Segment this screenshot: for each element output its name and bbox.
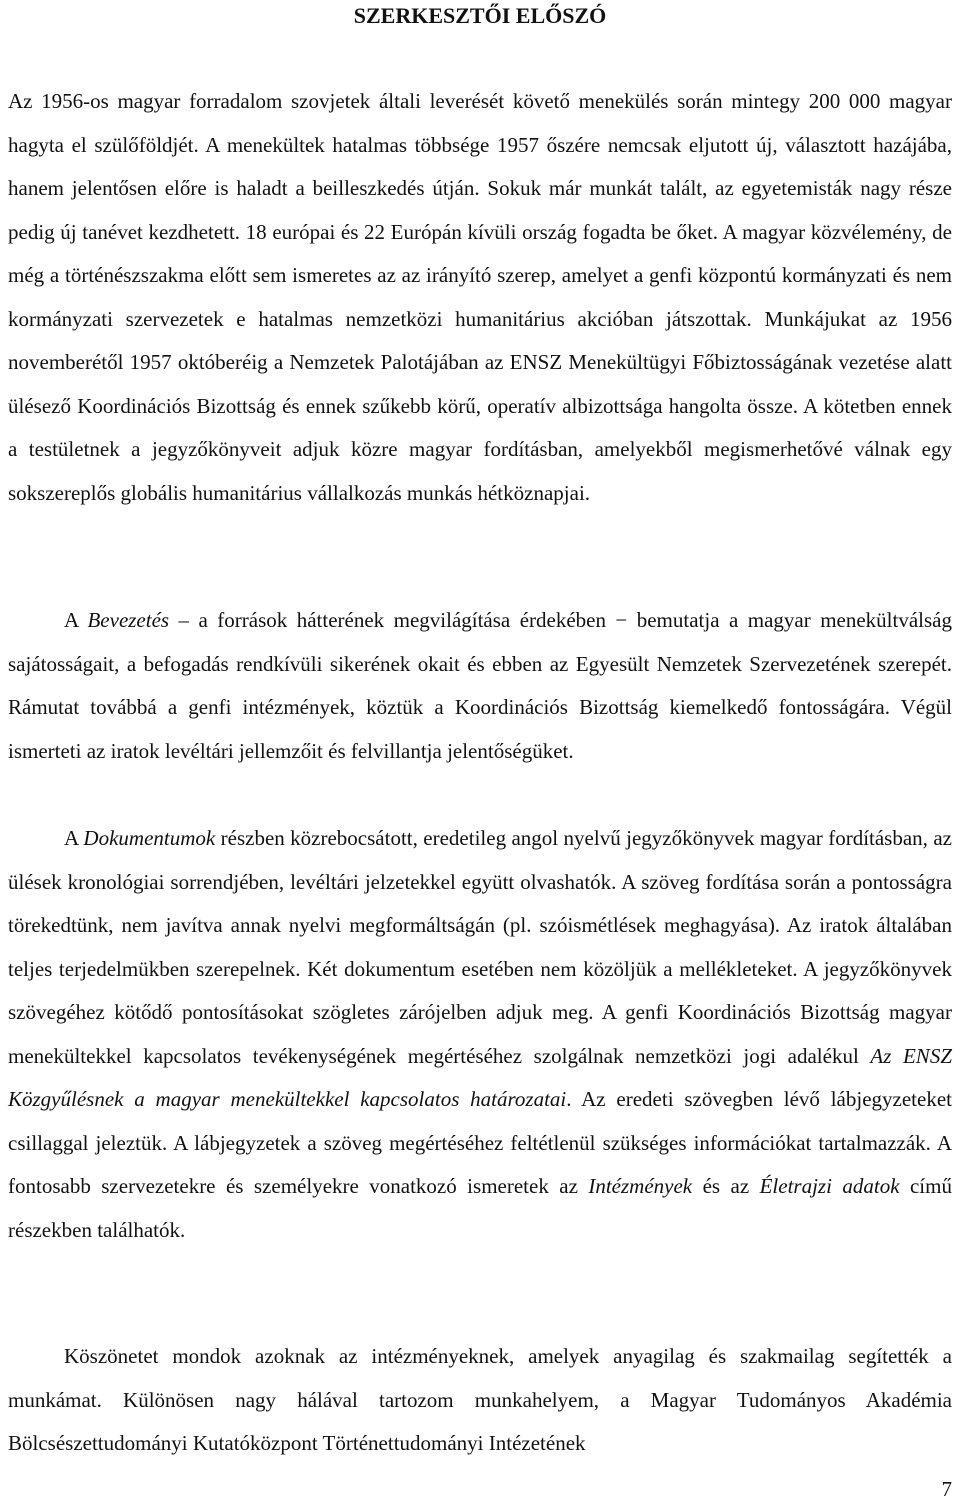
section-name-emphasis: Bevezetés	[87, 608, 170, 632]
section-name-emphasis: Életrajzi adatok	[759, 1174, 900, 1198]
paragraph-dokumentumok	[8, 817, 952, 1252]
paragraph-text: és az	[692, 1174, 760, 1198]
paragraph-text: A	[64, 608, 88, 632]
paragraph-bevezetes	[8, 599, 952, 773]
section-name-emphasis: Intézmények	[588, 1174, 693, 1198]
paragraph-intro: Az 1956-os magyar forradalom szovjetek általi leverését követő menekülés során mintegy 200 000 magyar hagyta el szülőföldjét. A menekültek hatalmas többsége 1957 őszére nemcsak eljutott új, választott hazájába, hanem jelentősen előre is haladt a beilleszkedés útján. Sokuk már munkát talált, az egyetemisták nagy része pedig új tanévet kezdhetett. 18 európai és 22 Európán kívüli ország fogadta be őket. A magyar közvélemény, de még a történészszakma előtt sem ismeretes az az irányító szerep, amelyet a genfi központú kormányzati és nem kormányzati szervezetek e hatalmas nemzetközi humanitárius akcióban játszottak. Munkájukat az 1956 novemberétől 1957 októberéig a Nemzetek Palotájában az ENSZ Menekültügyi Főbiztosságának vezetése alatt ülésező Koordinációs Bizottság és ennek szűkebb körű, operatív albizottsága hangolta össze. A kötetben ennek a testületnek a jegyzőkönyveit adjuk közre magyar fordításban, amelyekből megismerhetővé válnak egy sokszereplős globális humanitárius vállalkozás munkás hétköznapjai.	[8, 89, 952, 505]
paragraph-text: . Az eredeti szövegben lévő lábjegyzeteket csillaggal jeleztük. A lábjegyzetek a szöveg megértéséhez feltétlenül szükséges információkat tartalmazzák. A fontosabb szervezetekre és személyekre vonatkozó ismeretek az	[8, 1087, 952, 1198]
paragraph-text: – a források hátterének megvilágítása érdekében − bemutatja a magyar menekültválság sajátosságait, a befogadás rendkívüli sikerének okait és ebben az Egyesült Nemzetek Szervezetének szerepét. Rámutat továbbá a genfi intézmények, köztük a Koordinációs Bizottság kiemelkedő fontosságára. Végül ismerteti az iratok levéltári jellemzőit és felvillantja jelentőségüket.	[8, 608, 952, 763]
paragraph-acknowledgement: Köszönetet mondok azoknak az intézményeknek, amelyek anyagilag és szakmailag segítették a munkámat. Különösen nagy hálával tartozom munkahelyem, a Magyar Tudományos Akadémia Bölcsészettudományi Kutatóközpont Történettudományi Intézetének	[8, 1344, 952, 1455]
paragraph-text: A	[64, 826, 84, 850]
document-title-emphasis: Az ENSZ Közgyűlésnek a magyar menekültekkel kapcsolatos határozatai	[8, 1043, 952, 1111]
paragraph-text: című részekben találhatók.	[8, 1174, 952, 1242]
page-title: SZERKESZTŐI ELŐSZÓ	[353, 3, 607, 28]
section-name-emphasis: Dokumentumok	[83, 826, 216, 850]
paragraph-text: részben közrebocsátott, eredetileg angol nyelvű jegyzőkönyvek magyar fordításban, az ülések kronológiai sorrendjében, levéltári jelzetekkel együtt olvashatók. A szöveg fordítása során a pontosságra törekedtünk, nem javítva annak nyelvi megformáltságán (pl. szóismétlések meghagyása). Az iratok általában teljes terjedelmükben szerepelnek. Két dokumentum esetében nem közöljük a mellékleteket. A jegyzőkönyvek szövegéhez kötődő pontosításokat szögletes zárójelben adjuk meg. A genfi Koordinációs Bizottság magyar menekültekkel kapcsolatos tevékenységének megértéséhez szolgálnak nemzetközi jogi adalékul	[8, 826, 952, 1068]
page-number: 7	[941, 1477, 952, 1501]
